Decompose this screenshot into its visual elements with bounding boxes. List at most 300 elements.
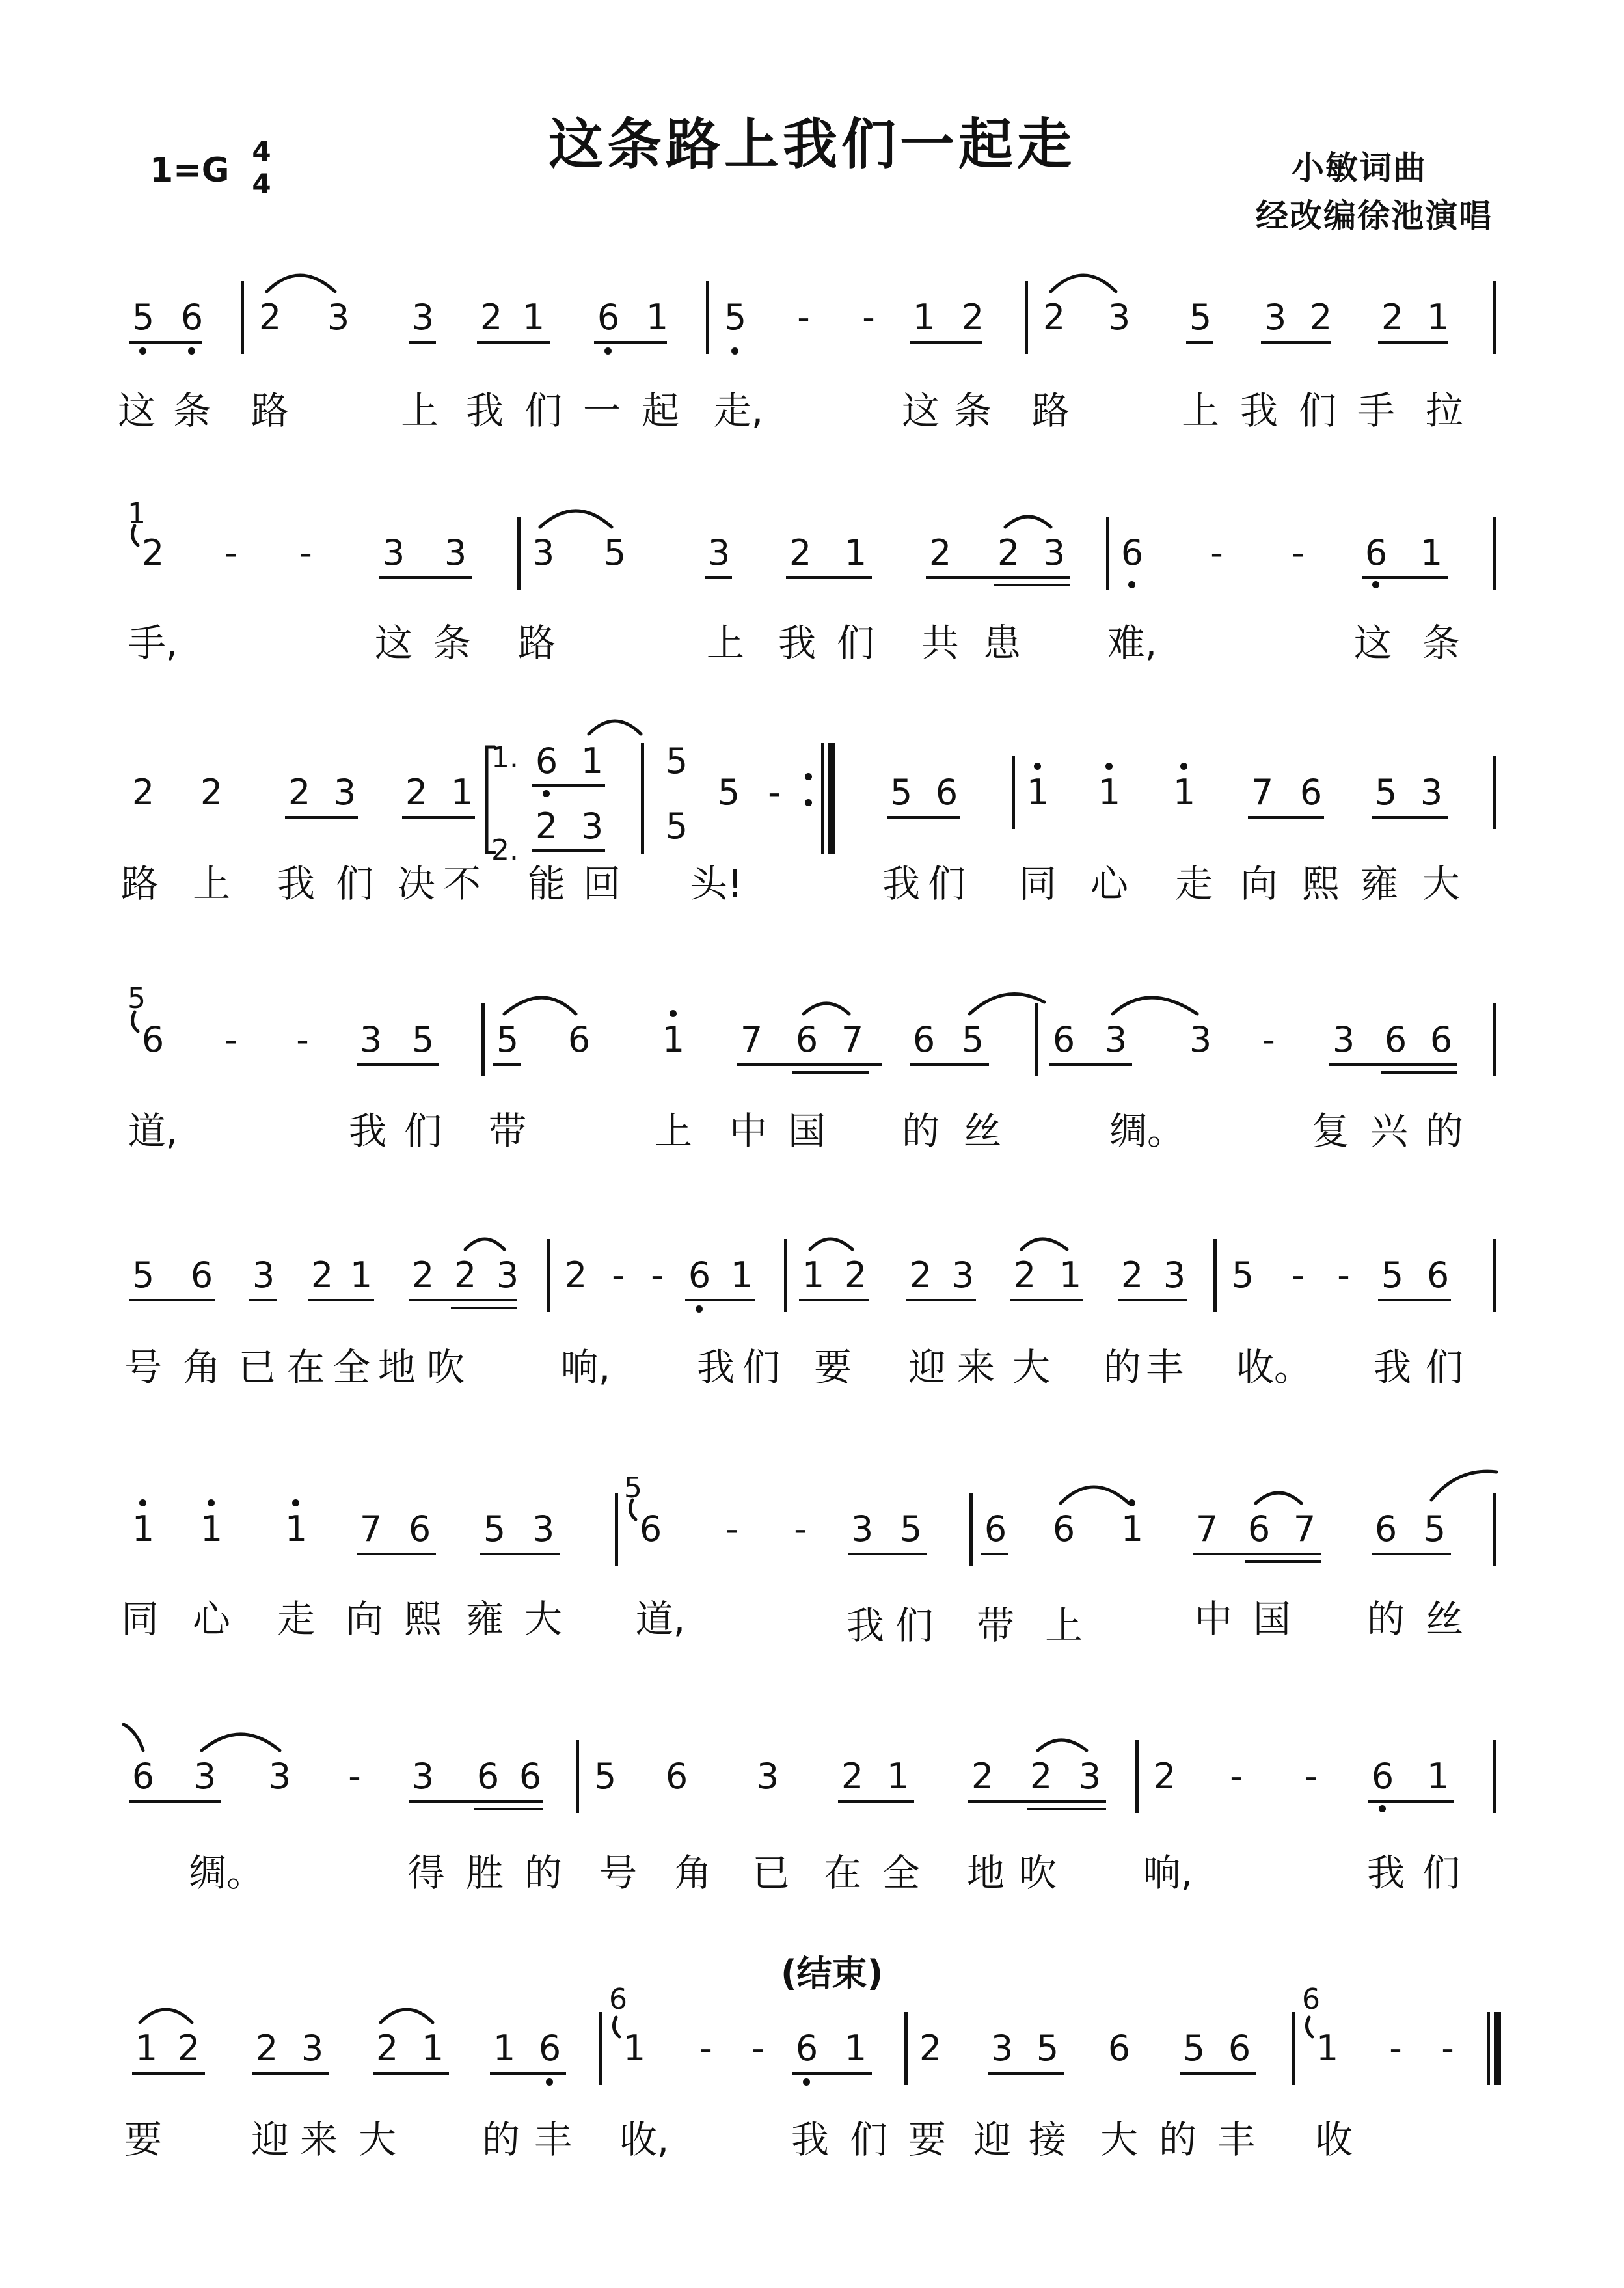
note: 1 [1026,772,1049,813]
note: 1 [886,1756,910,1797]
lyric: 走, [713,388,764,433]
note: 6 [1228,2028,1251,2069]
grace-hook [132,526,138,545]
lyric: 上 [400,388,439,433]
note: - [1210,532,1223,573]
note: 7 [1251,772,1274,813]
note: - [348,1756,361,1797]
lyric: 带 [976,1603,1014,1648]
lyric: 的 [1425,1109,1463,1153]
note: 1 [844,532,867,573]
note: 5 [889,772,913,813]
lyric: 收, [619,2118,670,2162]
note: 3 [1189,1019,1212,1060]
lyric: 收 [1314,2118,1353,2162]
lyric: 丝 [963,1109,1001,1153]
note: - [862,297,875,338]
slur [589,721,641,734]
note: - [1441,2028,1454,2069]
note: 6 [1364,532,1388,573]
lyric: 的 [1103,1345,1141,1389]
note: 6 [519,1756,542,1797]
slur [1005,517,1051,527]
note: 2 [255,2028,278,2069]
lyric: 不 [442,862,481,906]
note: 1 [1420,532,1443,573]
note: - [224,532,237,573]
note: 3 [411,297,435,338]
lyric: 我 [348,1109,386,1153]
lyric: 熙 [403,1597,442,1641]
note: 6 [1107,2028,1131,2069]
lyric: 大 [524,1597,562,1641]
lyric: 路 [120,862,159,906]
lyric: 丰 [1217,2118,1255,2162]
note: - [1389,2028,1402,2069]
lyric: 大 [358,2118,396,2162]
note: 3 [1163,1255,1186,1296]
lyric: 回 [582,862,621,906]
note: 1 [730,1255,753,1296]
lyric: 们 [895,1603,933,1648]
slur [540,511,612,527]
lyric: 迎 [908,1345,946,1389]
note: 3 [756,1756,779,1797]
lyric: 头! [690,862,743,906]
note: 3 [382,532,405,573]
lyric: 条 [172,388,211,433]
note: 6 [1052,1019,1076,1060]
lyric: 我 [846,1603,884,1648]
note: - [797,297,810,338]
lyric: 上 [1044,1603,1083,1648]
lyric: 丝 [1425,1597,1463,1641]
note: 5 [665,806,688,847]
note: 2 [1013,1255,1036,1296]
lyric: 绸。 [189,1851,265,1895]
note: 6 [535,741,558,782]
note: 3 [252,1255,275,1296]
lyric: 们 [1422,1851,1460,1895]
lyric: 们 [836,621,874,665]
end-label: (结束) [781,1953,884,1994]
note: - [1292,532,1305,573]
note: - [224,1019,237,1060]
note: 6 [408,1508,431,1549]
note: 2 [1153,1756,1176,1797]
lyric: 上 [654,1109,692,1153]
note: 1 [580,741,604,782]
lyric: 的 [1158,2118,1197,2162]
lyric: 大 [1422,862,1460,906]
note: 1 [645,297,669,338]
note: - [1305,1756,1318,1797]
lyric: 能 [527,862,565,906]
note: 6 [1052,1508,1076,1549]
lyric: 走 [1174,862,1213,906]
lyric: 在 [823,1851,861,1895]
note: 5 [593,1756,617,1797]
lyric: 路 [517,621,556,665]
lyric: 全 [882,1851,920,1895]
note: 2 [1042,297,1066,338]
lyric: 同 [120,1597,159,1641]
note: 1 [349,1255,373,1296]
lyric: 路 [1031,388,1070,433]
note: 6 [1299,772,1323,813]
lyric: 绸。 [1109,1109,1185,1153]
note: 1 [1172,772,1196,813]
note: 7 [359,1508,383,1549]
lyric: 国 [1252,1597,1291,1641]
note: 3 [580,806,604,847]
note: 1 [1120,1508,1144,1549]
lyric: 号 [599,1851,637,1895]
lyric: 地 [377,1345,416,1389]
lyric: 道, [128,1109,178,1153]
lyric: 上 [1181,388,1219,433]
key-signature: 1=G [150,151,230,190]
credit-composer: 小敏词曲 [1292,149,1427,187]
note: 6 [180,297,204,338]
lyric: 们 [403,1109,442,1153]
lyric: 我 [882,862,920,906]
note: 1 [131,1508,155,1549]
lyric: 我 [1366,1851,1405,1895]
note: - [1262,1019,1275,1060]
note: 6 [476,1756,500,1797]
lyric: 难, [1107,621,1157,665]
lyric: 我 [1373,1345,1411,1389]
lyric: 条 [433,621,471,665]
note: 3 [707,532,731,573]
note: - [1337,1255,1350,1296]
note: 1 [1059,1255,1082,1296]
note: 3 [951,1255,975,1296]
note: 6 [538,2028,562,2069]
lyric: 号 [124,1345,162,1389]
note: 5 [131,297,155,338]
lyric: 角 [182,1345,221,1389]
note: 5 [496,1019,519,1060]
lyric: 来 [956,1345,995,1389]
note: 6 [795,1019,819,1060]
lyric: 起 [641,388,679,433]
note: 5 [131,1255,155,1296]
note: 3 [444,532,467,573]
note: 2 [288,772,311,813]
note: 2 [1309,297,1333,338]
lyric: 在 [286,1345,325,1389]
lyric: 要 [908,2118,946,2162]
lyric: 迎 [250,2118,289,2162]
note: 2 [1381,297,1404,338]
note: 3 [1420,772,1443,813]
note: 2 [411,1255,435,1296]
lyric: 上 [706,621,744,665]
lyric: 雍 [465,1597,504,1641]
lyric: 心 [1090,862,1128,906]
lyric: 我 [465,388,504,433]
note: 1 [135,2028,158,2069]
note: 1 [450,772,474,813]
note: - [1230,1756,1243,1797]
lyric: 患 [982,621,1021,665]
grace-note: 5 [128,982,146,1015]
note: - [651,1255,664,1296]
note: - [1292,1255,1305,1296]
lyric: 接 [1028,2118,1066,2162]
note: 1 [1098,772,1121,813]
grace-hook [614,2017,619,2037]
note: 2 [375,2028,399,2069]
note: 6 [1371,1756,1394,1797]
slur [267,275,335,292]
note: 3 [532,1508,555,1549]
note: 5 [1182,2028,1206,2069]
lyric: 雍 [1360,862,1398,906]
note: 6 [1247,1508,1271,1549]
lyric: 共 [921,621,959,665]
note: 7 [1293,1508,1316,1549]
note: 2 [453,1255,477,1296]
note: 2 [405,772,428,813]
note: 3 [411,1756,435,1797]
lyric: 要 [124,2118,162,2162]
grace-note: 6 [609,1983,627,2016]
volta-second: 2. [491,834,519,867]
lyric: 角 [673,1851,712,1895]
note: 6 [1426,1255,1450,1296]
note: 7 [1195,1508,1219,1549]
note: 1 [802,1255,825,1296]
note: 6 [141,1019,165,1060]
lyric: 收。 [1236,1345,1312,1389]
note: 1 [1316,2028,1339,2069]
note: 5 [603,532,627,573]
note: 3 [327,297,350,338]
note: 3 [301,2028,324,2069]
song-title: 这条路上我们一起走 [548,113,1076,176]
note: 3 [1264,297,1287,338]
note: 2 [1120,1255,1144,1296]
note: 5 [1374,772,1398,813]
lyric: 已 [751,1851,790,1895]
note: 5 [1189,297,1212,338]
lyric: 胜 [465,1851,504,1895]
note: 3 [990,2028,1014,2069]
lyric: 要 [813,1345,852,1389]
lyric: 路 [250,388,289,433]
note: 6 [935,772,958,813]
lyric: 条 [953,388,992,433]
note: 2 [919,2028,942,2069]
lyric: 的 [901,1109,940,1153]
slur [202,1734,280,1750]
lyric: 我 [277,862,315,906]
note: 3 [532,532,555,573]
lyric: 向 [1239,862,1278,906]
lyric: 这 [1353,621,1392,665]
note: 2 [535,806,558,847]
note: 2 [997,532,1020,573]
lyric: 手 [1357,388,1395,433]
note: 2 [789,532,812,573]
note: 6 [1120,532,1144,573]
note: 1 [1426,297,1450,338]
lyric: 得 [407,1851,445,1895]
lyric: 这 [901,388,940,433]
lyric: 条 [1422,621,1460,665]
lyric: 一 [582,388,621,433]
note: 3 [496,1255,519,1296]
note: 5 [411,1019,435,1060]
note: - [794,1508,807,1549]
note: - [296,1019,309,1060]
lyric: 们 [1425,1345,1463,1389]
grace-hook [132,1012,138,1031]
note: 6 [639,1508,662,1549]
note: 3 [1042,532,1066,573]
note: 1 [421,2028,444,2069]
grace-note: 6 [1302,1983,1320,2016]
lyric: 们 [335,862,373,906]
lyric: 上 [192,862,230,906]
note: 1 [623,2028,646,2069]
lyric: 我 [778,621,816,665]
note: 2 [141,532,165,573]
note: 5 [1423,1508,1446,1549]
slur [969,994,1044,1014]
lyric: 响, [560,1345,611,1389]
grace-note: 1 [128,497,146,530]
lyric: 全 [332,1345,370,1389]
note: - [768,772,781,813]
slur [1431,1471,1496,1500]
time-sig-bottom: 4 [252,168,271,200]
lyric: 这 [117,388,156,433]
lyric: 心 [192,1597,230,1641]
lyric: 拉 [1425,388,1463,433]
note: 1 [493,2028,516,2069]
lyric: 的 [524,1851,562,1895]
note: 5 [1381,1255,1404,1296]
note: 5 [665,741,688,782]
note: 3 [1332,1019,1355,1060]
note: 2 [971,1756,994,1797]
slur [1113,998,1197,1014]
note: 3 [1107,297,1131,338]
note: - [612,1255,625,1296]
lyric: 已 [237,1345,276,1389]
lyric: 同 [1018,862,1057,906]
note: 3 [1104,1019,1128,1060]
lyric: 地 [966,1851,1005,1895]
slur [1256,1493,1301,1503]
note: 2 [564,1255,588,1296]
note: 6 [1384,1019,1407,1060]
lyric: 我 [696,1345,735,1389]
slur [465,1239,504,1249]
slur [1051,275,1116,292]
note: 6 [567,1019,591,1060]
note: - [725,1508,738,1549]
note: 6 [795,2028,819,2069]
note: 2 [844,1255,867,1296]
lyric: 决 [397,862,435,906]
lyric: 们 [524,388,562,433]
note: 2 [258,297,282,338]
lyric: 手, [128,621,178,665]
lyric: 这 [374,621,413,665]
note: - [699,2028,712,2069]
lyric: 响, [1143,1851,1193,1895]
lyric: 向 [345,1597,383,1641]
slur [1061,1487,1129,1503]
lyric: 丰 [1145,1345,1184,1389]
lyric: 们 [849,2118,887,2162]
slur [504,998,576,1014]
lyric: 中 [1194,1597,1232,1641]
lyric: 国 [787,1109,826,1153]
note: - [299,532,312,573]
note: 1 [1426,1756,1450,1797]
note: 6 [912,1019,936,1060]
volta-first: 1. [491,741,519,774]
lyric: 吹 [1018,1851,1057,1895]
lyric: 的 [481,2118,520,2162]
note: 2 [909,1255,932,1296]
lyric: 大 [1100,2118,1138,2162]
lyric: 来 [299,2118,338,2162]
note: 1 [912,297,936,338]
note: 1 [522,297,545,338]
note: 5 [483,1508,506,1549]
time-sig-top: 4 [252,135,271,167]
note: 3 [359,1019,383,1060]
note: 1 [662,1019,685,1060]
lyric: 道, [635,1597,686,1641]
lyric: 们 [927,862,966,906]
note: 3 [333,772,357,813]
slur [1022,1239,1067,1249]
note: 2 [928,532,952,573]
note: 2 [961,297,984,338]
credit-arranger: 经改编徐池演唱 [1256,197,1493,235]
grace-hook [1306,2017,1312,2037]
lyric: 带 [488,1109,526,1153]
slur [804,1003,849,1014]
note: 5 [717,772,740,813]
note: 2 [480,297,503,338]
lyric: 们 [1298,388,1336,433]
note: 5 [961,1019,984,1060]
lyric: 熙 [1301,862,1340,906]
note: 1 [284,1508,308,1549]
note: 3 [193,1756,217,1797]
note: 2 [177,2028,200,2069]
note: 7 [841,1019,864,1060]
note: 2 [200,772,223,813]
note: 5 [1036,2028,1059,2069]
note: 6 [131,1756,155,1797]
slur [381,2009,433,2022]
note: 5 [1231,1255,1254,1296]
lyric: 我 [791,2118,829,2162]
note: 6 [597,297,620,338]
note: 1 [200,1508,223,1549]
note: 5 [899,1508,923,1549]
